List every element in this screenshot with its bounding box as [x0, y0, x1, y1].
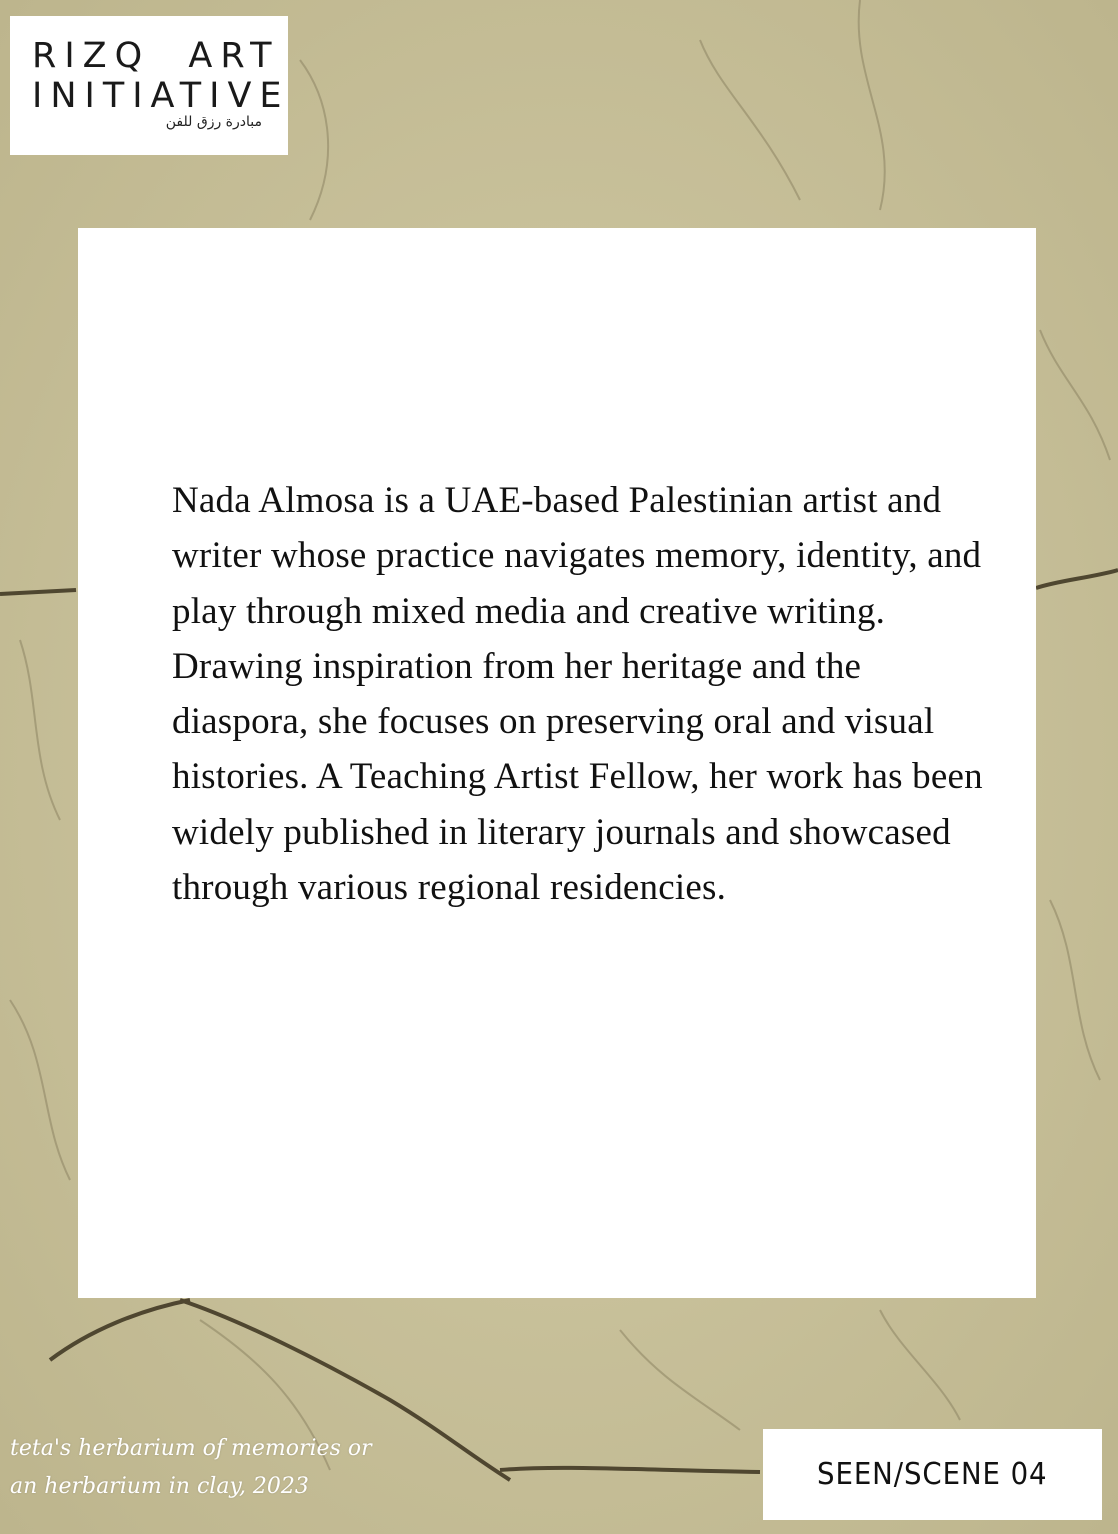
- rizq-art-initiative-logo: [10, 16, 288, 155]
- logo-arabic: مبادرة رزق للفن: [165, 114, 262, 130]
- artist-bio: Nada Almosa is a UAE-based Palestinian artist and writer whose practice navigates memory, identity, and play through mixed media and creative writing. Drawing inspiration from her heritage and the diaspora, she focuses on preserving oral and visual histories. A Teaching Artist Fellow, her work has been widely published in literary journals and showcased through various regional residencies.: [172, 480, 983, 909]
- series-badge: [763, 1429, 1102, 1520]
- logo-line-1: RIZQ ART: [32, 36, 280, 76]
- caption-line-2: an herbarium in clay, 2023: [10, 1474, 309, 1499]
- artwork-caption: [10, 1430, 450, 1506]
- bio-card: [78, 228, 1036, 1298]
- caption-line-1: teta's herbarium of memories or: [10, 1436, 372, 1461]
- logo-line-2: INITIATIVE: [32, 76, 290, 116]
- series-badge-label: SEEN/SCENE 04: [817, 1457, 1048, 1492]
